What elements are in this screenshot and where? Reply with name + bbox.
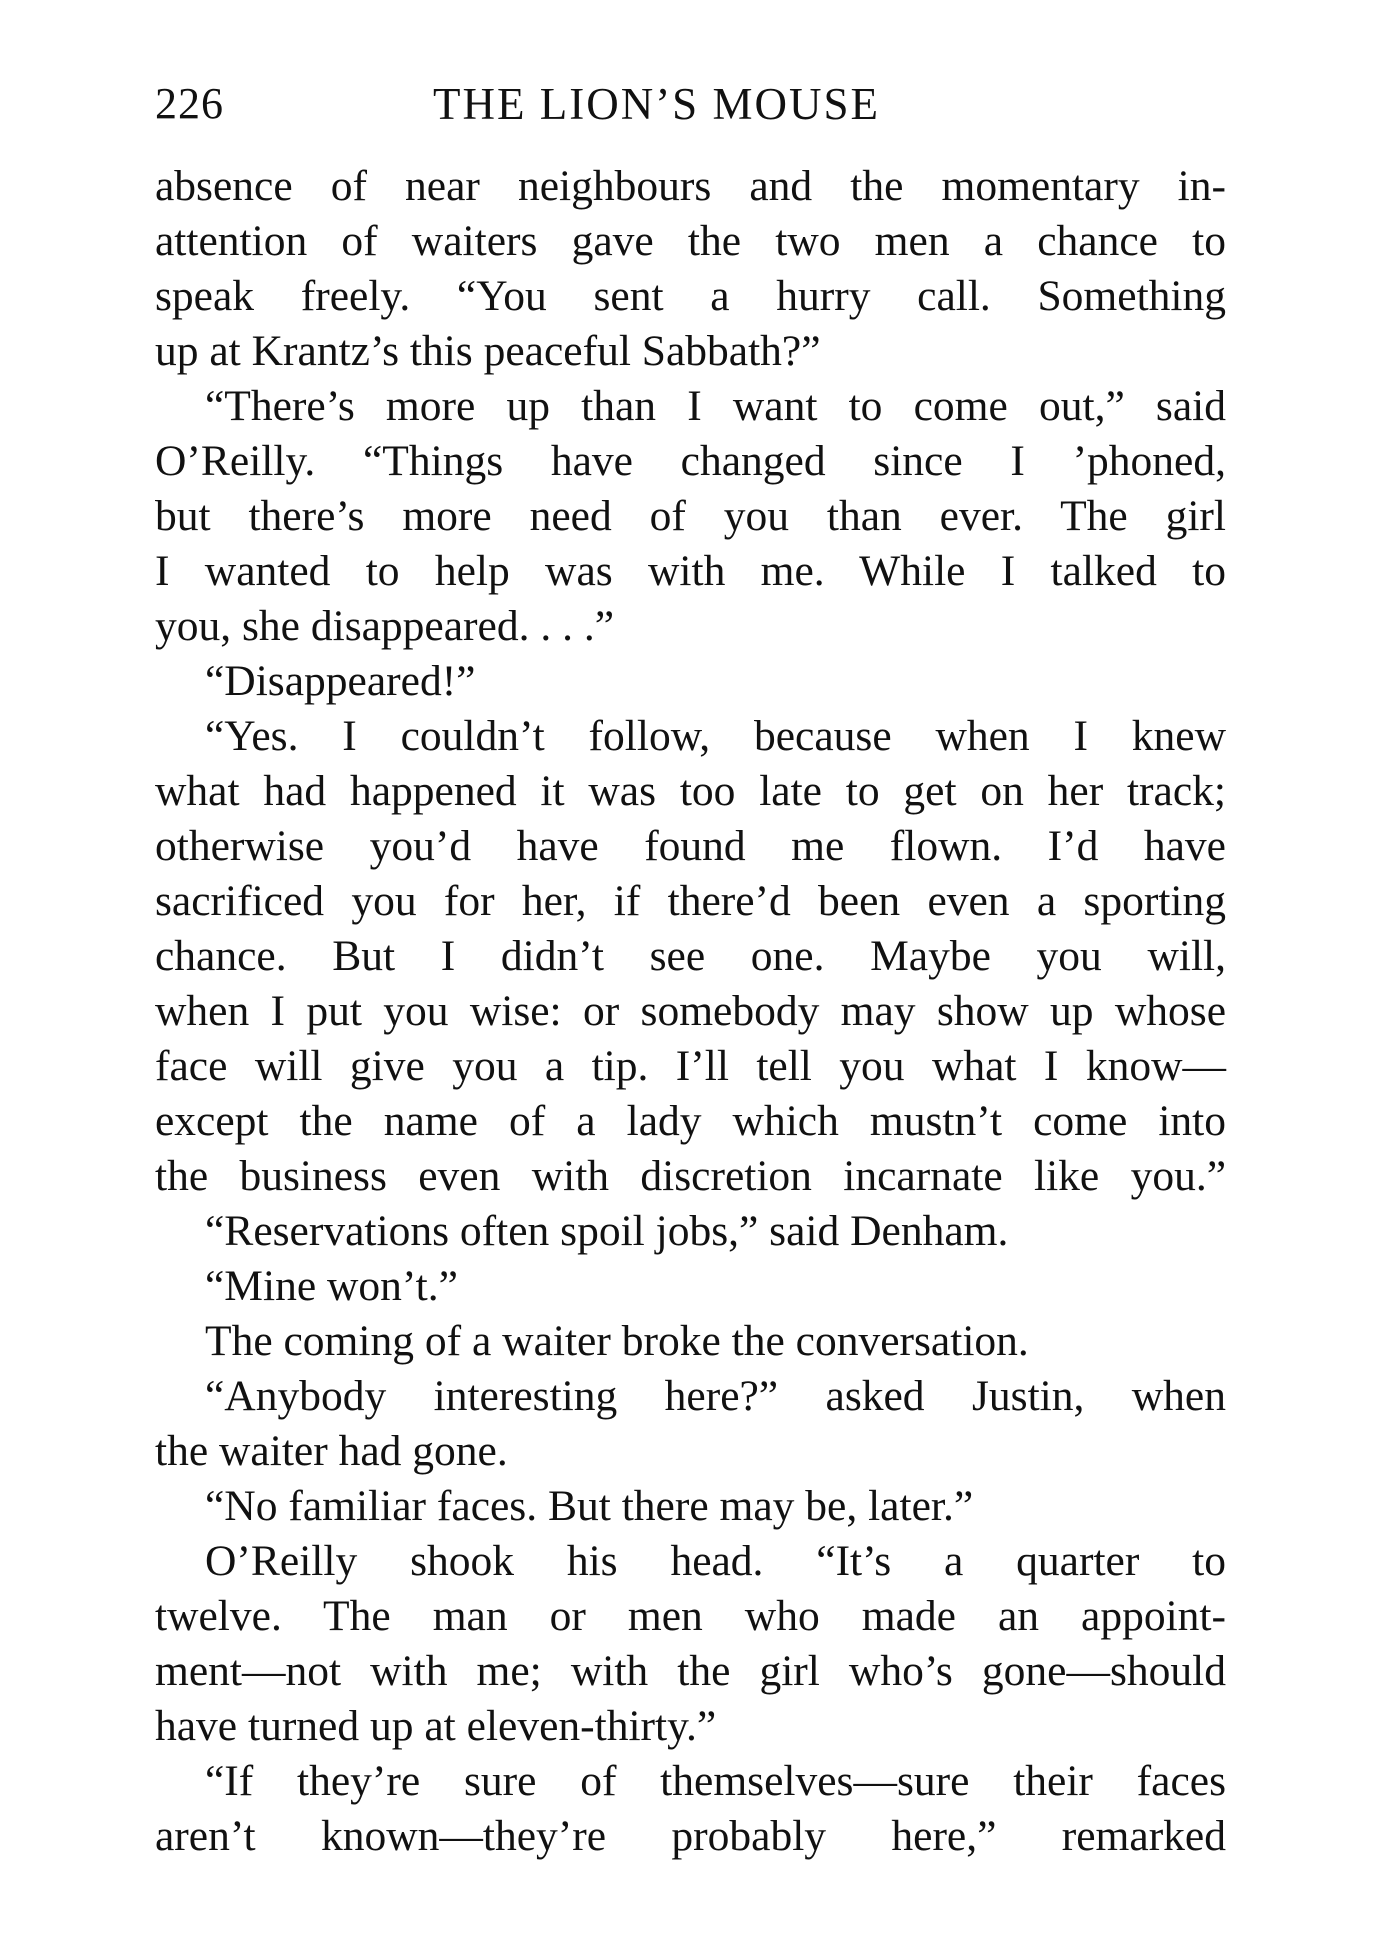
text-line: have turned up at eleven-thirty.” [155,1702,717,1750]
text-line: but there’s more need of you than ever. The girl [155,492,1226,540]
text-line: “Mine won’t.” [205,1262,458,1310]
text-line: up at Krantz’s this peaceful Sabbath?” [155,327,821,375]
text-line: the business even with discretion incarnate like you.” [155,1152,1226,1200]
text-line: O’Reilly. “Things have changed since I ’phoned, [155,437,1226,485]
text-line: the waiter had gone. [155,1427,508,1475]
text-line: aren’t known—they’re probably here,” remarked [155,1812,1226,1860]
page-number: 226 [155,79,224,128]
text-line: what had happened it was too late to get on her track; [155,767,1226,815]
text-line: “Disappeared!” [205,657,476,705]
running-head [155,74,1226,134]
text-line: speak freely. “You sent a hurry call. Something [155,272,1226,320]
text-line: “There’s more up than I want to come out,” said [205,382,1226,430]
text-line: face will give you a tip. I’ll tell you what I know— [155,1042,1226,1090]
text-line: you, she disappeared. . . .” [155,602,615,650]
text-line: twelve. The man or men who made an appoint- [155,1592,1226,1640]
text-line: “No familiar faces. But there may be, later.” [205,1482,974,1530]
running-title: THE LION’S MOUSE [433,79,880,129]
text-line: ment—not with me; with the girl who’s gone—should [155,1647,1226,1695]
text-line: sacrificed you for her, if there’d been even a sporting [155,877,1226,925]
body-text [155,159,1226,1864]
text-line: “Yes. I couldn’t follow, because when I knew [205,712,1226,760]
text-line: chance. But I didn’t see one. Maybe you will, [155,932,1226,980]
text-line: “Anybody interesting here?” asked Justin, when [205,1372,1226,1420]
text-line: absence of near neighbours and the momentary in- [155,162,1226,210]
text-line: attention of waiters gave the two men a chance to [155,217,1226,265]
text-line: O’Reilly shook his head. “It’s a quarter to [205,1537,1226,1585]
text-line: otherwise you’d have found me flown. I’d have [155,822,1226,870]
text-line: “If they’re sure of themselves—sure their faces [205,1757,1226,1805]
text-line: I wanted to help was with me. While I talked to [155,547,1226,595]
text-line: when I put you wise: or somebody may show up whose [155,987,1226,1035]
text-line: except the name of a lady which mustn’t come into [155,1097,1226,1145]
text-line: “Reservations often spoil jobs,” said Denham. [205,1207,1009,1255]
text-line: The coming of a waiter broke the conversation. [205,1317,1029,1365]
